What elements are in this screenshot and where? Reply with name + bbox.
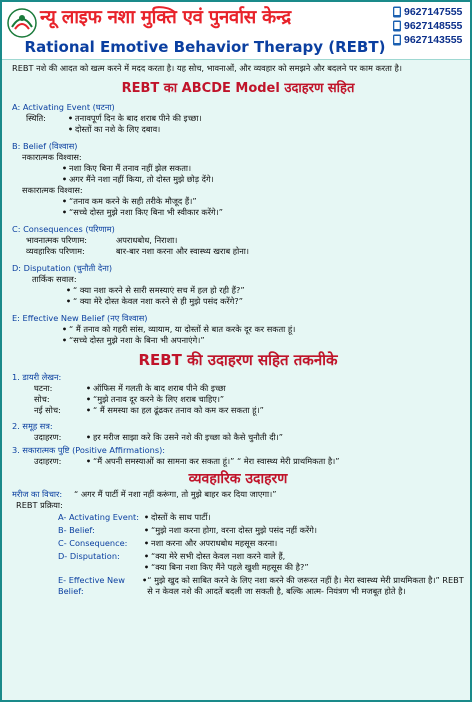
logical-questions-label: तार्किक सवाल:	[32, 274, 77, 284]
bullet-icon: •	[85, 383, 92, 393]
phone-list	[392, 5, 466, 47]
bullet-icon: •	[143, 551, 150, 561]
activating-event-block	[12, 102, 464, 135]
row-label: उदाहरण:	[34, 456, 62, 466]
bullet-icon: •	[65, 285, 72, 295]
list-item	[60, 324, 464, 335]
bullet-icon: •	[142, 575, 148, 585]
step-label: D- Disputation:	[58, 551, 120, 561]
list-item-text: “तनाव कम करने के सही तरीके मौजूद हैं।”	[69, 196, 197, 206]
phone-number[interactable]: 9627148555	[404, 20, 463, 32]
block-title: D: Disputation (चुनौती देना)	[12, 263, 113, 273]
list-item	[12, 525, 464, 536]
step-text: नशा करना और अपराधबोध महसूस करना।	[151, 538, 278, 548]
diary-writing-title: 1. डायरी लेखन:	[12, 372, 62, 382]
row-value: ऑफिस में गलती के बाद शराब पीने की इच्छा	[93, 383, 226, 393]
bullet-icon: •	[61, 207, 68, 217]
list-item-text: “ क्या मेरे दोस्त केवल नशा करने से ही मुझे पसंद करेंगे?”	[73, 296, 243, 306]
list-item-text: “सच्चे दोस्त मुझे नशा के बिना भी अपनाएंगे।”	[69, 335, 205, 345]
bullet-icon: •	[65, 296, 72, 306]
list-item	[12, 456, 464, 467]
list-item	[12, 405, 464, 416]
bullet-icon: •	[85, 432, 92, 442]
logo-icon	[6, 7, 38, 39]
list-item	[60, 174, 464, 185]
list-item-text: नशा किए बिना मैं तनाव नहीं झेल सकता।	[69, 163, 192, 173]
techniques-heading: REBT की उदाहरण सहित तकनीके	[138, 351, 338, 369]
phone-row	[392, 5, 466, 19]
affirmations-title: 3. सकारात्मक पुष्टि (Positive Affirmations):	[12, 445, 166, 455]
list-item	[26, 235, 464, 246]
step-label: C- Consequence:	[58, 538, 128, 548]
list-item	[12, 383, 464, 394]
phone-row	[392, 19, 466, 33]
patient-thought-text: “ अगर मैं पार्टी में नशा नहीं करूंगा, तो मुझे बाहर कर दिया जाएगा।”	[74, 489, 277, 499]
step-text: “क्या बिना नशा किए मैंने पहले खुशी महसूस की है?”	[151, 562, 309, 572]
list-item	[64, 296, 464, 307]
bullet-icon: •	[61, 335, 68, 345]
group-session-title: 2. समूह सत्र:	[12, 421, 53, 431]
org-title: न्यू लाइफ नशा मुक्ति एवं पुनर्वास केन्द्र	[40, 7, 291, 28]
step-text: दोस्तों के साथ पार्टी।	[151, 512, 211, 522]
bullet-icon: •	[143, 562, 150, 572]
step-label: E- Effective New Belief:	[58, 575, 125, 596]
bullet-icon: •	[61, 324, 68, 334]
phone-row	[392, 33, 466, 47]
negative-belief-label: नकारात्मक विश्वास:	[22, 152, 82, 162]
row-label: सोच:	[34, 394, 50, 404]
list-item	[12, 551, 464, 562]
row-value: “ मैं समस्या का हल ढूंढकर तनाव को कम कर सकता हूं।”	[93, 405, 264, 415]
abcde-heading: REBT का ABCDE Model उदाहरण सहित	[121, 81, 355, 96]
phone-number[interactable]: 9627147555	[404, 6, 463, 18]
step-text: “क्या मेरे सभी दोस्त केवल नशा करने वाले हैं,	[151, 551, 286, 561]
disputation-block	[12, 263, 464, 307]
phone-icon	[392, 34, 402, 46]
phone-icon	[392, 20, 402, 32]
bullet-icon: •	[61, 174, 68, 184]
bullet-icon: •	[85, 394, 92, 404]
effective-new-belief-block	[12, 313, 464, 346]
row-label: नई सोच:	[34, 405, 61, 415]
subtitle: Rational Emotive Behavior Therapy (REBT)	[24, 38, 386, 56]
row-label: भावनात्मक परिणाम:	[26, 235, 87, 245]
patient-thought	[12, 489, 464, 500]
phone-number[interactable]: 9627143555	[404, 34, 463, 46]
bullet-icon: •	[61, 196, 68, 206]
list-item	[12, 562, 464, 573]
practical-heading: व्यवहारिक उदाहरण	[188, 471, 288, 487]
row-value: बार-बार नशा करना और स्वास्थ्य खराब होना।	[116, 246, 249, 256]
rebt-process-label	[16, 500, 464, 511]
step-text: “मुझे नशा करना होगा, वरना दोस्त मुझे पसंद नहीं करेंगे।	[151, 525, 317, 535]
content	[2, 62, 470, 597]
belief-block	[12, 141, 464, 218]
consequences-block	[12, 224, 464, 257]
block-title: B: Belief (विश्वास)	[12, 141, 78, 151]
block-title: E: Effective New Belief (नए विश्वास)	[12, 313, 148, 323]
bullet-icon: •	[85, 456, 92, 466]
list-item-text: दोस्तों का नशे के लिए दबाव।	[75, 124, 161, 134]
list-item	[66, 124, 464, 135]
row-value: “मुझे तनाव दूर करने के लिए शराब चाहिए।”	[93, 394, 225, 404]
step-label: A- Activating Event:	[58, 512, 139, 522]
step-label: B- Belief:	[58, 525, 95, 535]
list-item	[60, 335, 464, 346]
patient-thought-label: मरीज का विचार:	[12, 489, 63, 499]
positive-belief-label: सकारात्मक विश्वास:	[22, 185, 83, 195]
step-text: “ मुझे खुद को साबित करने के लिए नशा करने की जरूरत नहीं है। मेरा स्वास्थ्य मेरी प्राथमिकता है।” REBT से न केवल नशे की आदतें बदली जा सकती है, बल्कि आत्म- नियंत्रण भी मजबूत होते है।	[147, 575, 464, 596]
phone-icon	[392, 6, 402, 18]
bullet-icon: •	[143, 525, 150, 535]
list-item	[26, 246, 464, 257]
list-item	[12, 538, 464, 549]
list-item-text: अगर मैंने नशा नहीं किया, तो दोस्त मुझे छोड़ देंगे।	[69, 174, 214, 184]
list-item	[12, 575, 464, 597]
bullet-icon: •	[85, 405, 92, 415]
header	[2, 2, 470, 60]
row-label: घटना:	[34, 383, 53, 393]
bullet-icon: •	[67, 113, 74, 123]
list-item	[12, 394, 464, 405]
bullet-icon: •	[143, 538, 150, 548]
list-item-text: तनावपूर्ण दिन के बाद शराब पीने की इच्छा।	[75, 113, 202, 123]
list-item	[12, 432, 464, 443]
bullet-icon: •	[67, 124, 74, 134]
list-item	[26, 113, 464, 124]
block-title: C: Consequences (परिणाम)	[12, 224, 115, 234]
list-item	[64, 285, 464, 296]
row-label: उदाहरण:	[34, 432, 62, 442]
list-item	[60, 163, 464, 174]
row-value: हर मरीज साझा करे कि उसने नशे की इच्छा को कैसे चुनौती दी।”	[93, 432, 284, 442]
row-value: अपराधबोध, निराशा।	[116, 235, 178, 245]
list-item-text: “सच्चे दोस्त मुझे नशा किए बिना भी स्वीकार करेंगे।”	[69, 207, 223, 217]
situation-label: स्थिति:	[26, 113, 46, 123]
row-value: “मैं अपनी समस्याओं का सामना कर सकता हूं।” “ मेरा स्वास्थ्य मेरी प्राथमिकता है।”	[93, 456, 340, 466]
list-item-text: “ मैं तनाव को गहरी सांस, व्यायाम, या दोस्तों से बात करके दूर कर सकता हूं।	[69, 324, 296, 334]
list-item	[60, 196, 464, 207]
list-item	[60, 207, 464, 218]
block-title: A: Activating Event (घटना)	[12, 102, 115, 112]
list-item	[12, 512, 464, 523]
step-label-spacer	[58, 562, 142, 573]
rebt-process-label-text: REBT प्रक्रिया:	[16, 500, 63, 510]
intro-text: REBT नशे की आदत को खत्म करने में मदद करता है। यह सोच, भावनाओं, और व्यवहार को समझने और बदलने पर काम करता है।	[12, 63, 402, 73]
row-label: व्यवहारिक परिणाम:	[26, 246, 85, 256]
bullet-icon: •	[61, 163, 68, 173]
list-item-text: “ क्या नशा करने से सारी समस्याएं सच में हल हो रही हैं?”	[73, 285, 245, 295]
bullet-icon: •	[143, 512, 150, 522]
